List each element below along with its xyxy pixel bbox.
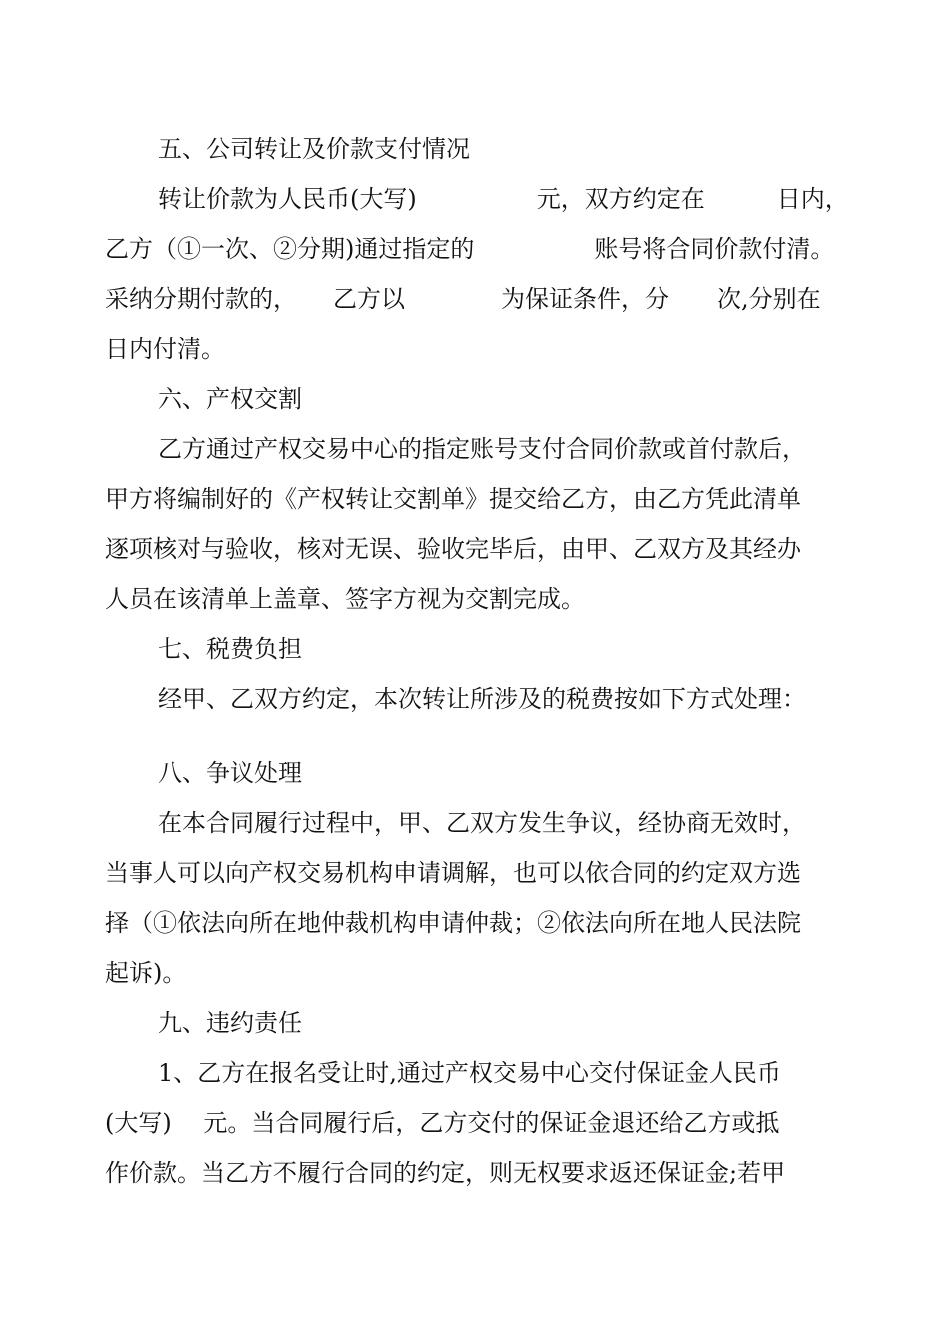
section-heading-property-handover: 六、产权交割 [158, 385, 302, 413]
paragraph-line: (大写) 元。当合同履行后，乙方交付的保证金退还给乙方或抵 [105, 1109, 780, 1137]
paragraph-line: 1、乙方在报名受让时,通过产权交易中心交付保证金人民币 [158, 1059, 781, 1087]
paragraph-line: 逐项核对与验收，核对无误、验收完毕后，由甲、乙双方及其经办 [105, 535, 801, 563]
paragraph-line: 转让价款为人民币(大写) 元，双方约定在 日内， [158, 185, 849, 213]
paragraph-line: 当事人可以向产权交易机构申请调解，也可以依合同的约定双方选 [105, 859, 801, 887]
paragraph-line: 作价款。当乙方不履行合同的约定，则无权要求返还保证金;若甲 [105, 1159, 786, 1187]
paragraph-line: 在本合同履行过程中，甲、乙双方发生争议，经协商无效时， [158, 809, 806, 837]
paragraph-line: 日内付清。 [105, 335, 225, 363]
paragraph-line: 择（①依法向所在地仲裁机构申请仲裁；②依法向所在地人民法院 [105, 909, 801, 937]
paragraph-line: 经甲、乙双方约定，本次转让所涉及的税费按如下方式处理： [158, 685, 806, 713]
paragraph-line: 人员在该清单上盖章、签字方视为交割完成。 [105, 585, 585, 613]
paragraph-line: 采纳分期付款的， 乙方以 为保证条件，分 次,分别在 [105, 285, 821, 313]
section-heading-transfer-payment: 五、公司转让及价款支付情况 [158, 135, 470, 163]
section-heading-dispute-resolution: 八、争议处理 [158, 759, 302, 787]
paragraph-line: 起诉)。 [105, 959, 187, 987]
paragraph-line: 乙方（①一次、②分期)通过指定的 账号将合同价款付清。 [105, 235, 835, 263]
paragraph-line: 乙方通过产权交易中心的指定账号支付合同价款或首付款后， [158, 435, 806, 463]
section-heading-breach-liability: 九、违约责任 [158, 1009, 302, 1037]
section-heading-taxes-fees: 七、税费负担 [158, 635, 302, 663]
paragraph-line: 甲方将编制好的《产权转让交割单》提交给乙方，由乙方凭此清单 [105, 485, 801, 513]
